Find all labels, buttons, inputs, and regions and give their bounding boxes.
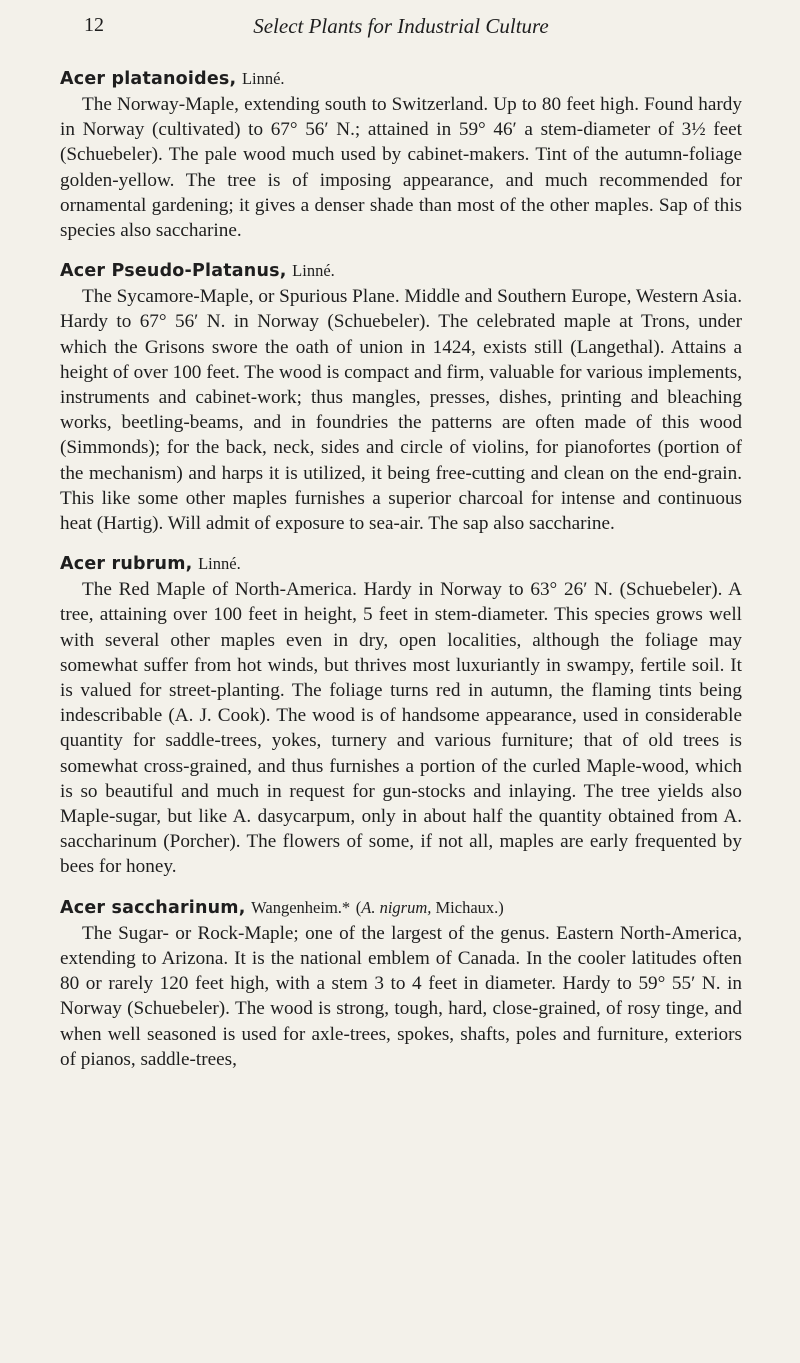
species-authority: Wangenheim.* — [251, 897, 351, 917]
species-name: Acer platanoides, — [60, 69, 237, 89]
synonym-name: A. nigrum, — [361, 897, 432, 917]
entry-text: The Norway-Maple, extending south to Switzerland. Up to 80 feet high. Found hardy in Norway (cultivated) to 67° 56′ N.; attained in 59° 46′ a stem-diameter of 3½ feet (Schuebeler). The pale wood much used by cabinet-makers. Tint of the autumn-foliage golden-yellow. The tree is of imposing appearance, and much recommended for ornamental gardening; it gives a denser shade than most of the other maples. Sap of this species also saccharine. — [60, 94, 742, 242]
species-authority: Linné. — [241, 69, 285, 88]
page-number: 12 — [84, 14, 104, 36]
entry-text: The Sycamore-Maple, or Spurious Plane. Middle and Southern Europe, Western Asia. Hardy to 67° 56′ N. in Norway (Schuebeler). The celebrated maple at Trons, under which the Grisons swore the oath of union in 1424, exists still (Langethal). Attains a height of over 100 feet. The wood is compact and firm, valuable for various implements, instruments and cabinet-work; thus mangles, presses, dishes, printing and bleaching works, beetling-beams, and in foundries the patterns are often made of this wood (Simmonds); for the back, neck, sides and circle of violins, for pianofortes (portion of the mechanism) and harps it is utilized, it being free-cutting and clean on the end-grain. This like some other maples furnishes a superior charcoal for intense and continuous heat (Hartig). Will admit of exposure to sea-air. The sap also saccharine. — [60, 286, 742, 535]
running-title: Select Plants for Industrial Culture — [253, 14, 549, 38]
entry-text: The Sugar- or Rock-Maple; one of the largest of the genus. Eastern North-America, extending to Arizona. It is the national emblem of Canada. In the cooler latitudes often 80 or rarely 120 feet high, with a stem 3 to 4 feet in diameter. Hardy to 59° 55′ N. in Norway (Schuebeler). The wood is strong, tough, hard, close-grained, of rosy tinge, and when well seasoned is used for axle-trees, spokes, shafts, poles and furniture, exteriors of pianos, saddle-trees, — [60, 922, 742, 1070]
species-name: Acer rubrum, — [60, 554, 193, 575]
running-head — [60, 14, 742, 50]
entry-heading — [60, 258, 742, 284]
species-name: Acer saccharinum, — [60, 897, 246, 918]
species-synonym — [356, 898, 504, 917]
entry-acer-platanoides — [60, 66, 742, 243]
species-name: Acer Pseudo-Platanus, — [60, 261, 287, 282]
entry-heading — [60, 66, 742, 92]
species-authority: Linné. — [198, 554, 241, 574]
entry-heading — [60, 551, 742, 577]
entry-acer-saccharinum — [60, 895, 742, 1072]
entry-heading — [60, 895, 742, 921]
species-authority: Linné. — [292, 261, 335, 281]
entry-acer-rubrum — [60, 551, 742, 879]
synonym-open-paren: ( — [355, 897, 362, 917]
body-text — [60, 66, 742, 1072]
synonym-author: Michaux.) — [435, 897, 504, 917]
entry-acer-pseudo-platanus — [60, 258, 742, 536]
entry-text: The Red Maple of North-America. Hardy in Norway to 63° 26′ N. (Schuebeler). A tree, attaining over 100 feet in height, 5 feet in stem-diameter. This species grows well with several other maples even in dry, open localities, although the foliage may somewhat suffer from hot winds, but thrives most luxuriantly in swampy, fertile soil. It is valued for street-planting. The foliage turns red in autumn, the flaming tints being indescribable (A. J. Cook). The wood is of handsome appearance, used in considerable quantity for saddle-trees, yokes, turnery and various furniture; that of old trees is somewhat cross-grained, and thus furnishes a portion of the curled Maple-wood, which is so beautiful and much in request for gun-stocks and inlaying. The tree yields also Maple-sugar, but like A. dasycarpum, only in about half the quantity obtained from A. saccharinum (Porcher). The flowers of some, if not all, maples are early frequented by bees for honey. — [60, 579, 742, 878]
